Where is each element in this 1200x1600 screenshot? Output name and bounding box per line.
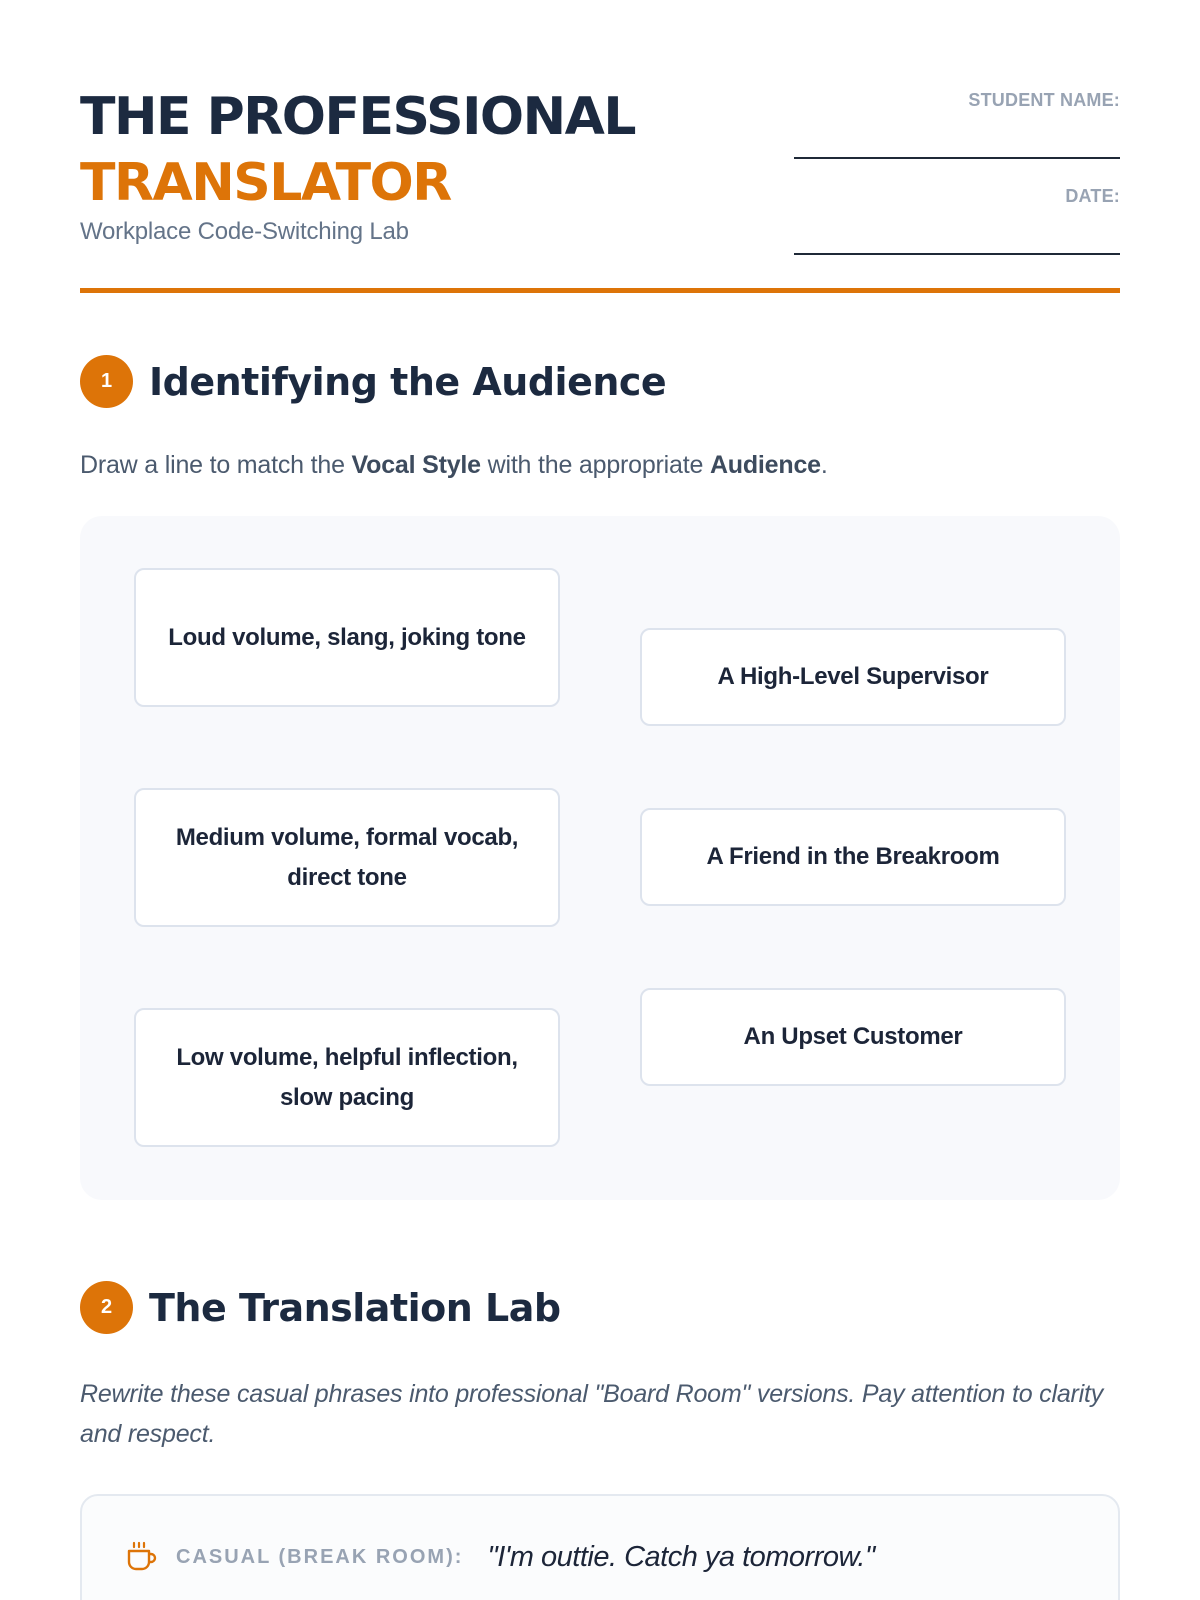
section-2-heading	[80, 1281, 561, 1334]
translation-item	[80, 1494, 1120, 1600]
audience-card[interactable]: An Upset Customer	[640, 988, 1066, 1086]
audience-card[interactable]: A Friend in the Breakroom	[640, 808, 1066, 906]
title-block	[80, 84, 760, 246]
worksheet-header	[80, 84, 1120, 262]
student-info	[794, 84, 1120, 255]
casual-row	[124, 1540, 875, 1574]
date-label: DATE:	[1065, 186, 1120, 206]
subtitle: Workplace Code-Switching Lab	[80, 218, 409, 245]
student-name-label: STUDENT NAME:	[968, 90, 1120, 110]
section-title: The Translation Lab	[149, 1285, 561, 1330]
date-field[interactable]	[794, 227, 1120, 255]
vocal-style-card[interactable]: Loud volume, slang, joking tone	[134, 568, 560, 707]
vocal-style-card[interactable]: Low volume, helpful inflection, slow pacing	[134, 1008, 560, 1147]
section-1-heading	[80, 355, 666, 408]
instruction-text: .	[820, 451, 828, 479]
instruction-emphasis: Vocal Style	[351, 451, 481, 479]
casual-phrase: "I'm outtie. Catch ya tomorrow."	[487, 1540, 875, 1573]
instruction-text: with the appropriate	[480, 451, 710, 479]
section-1-instruction	[80, 451, 828, 480]
casual-label: CASUAL (BREAK ROOM):	[176, 1545, 464, 1568]
instruction-emphasis: Audience	[709, 451, 821, 479]
vocal-style-card[interactable]: Medium volume, formal vocab, direct tone	[134, 788, 560, 927]
header-divider	[80, 288, 1120, 293]
coffee-cup-icon	[124, 1540, 158, 1574]
section-number-badge: 1	[80, 355, 133, 408]
section-number-badge: 2	[80, 1281, 133, 1334]
matching-panel	[80, 516, 1120, 1200]
section-title: Identifying the Audience	[149, 359, 667, 404]
student-name-field[interactable]	[794, 131, 1120, 159]
instruction-text: Draw a line to match the	[80, 451, 352, 479]
title-line-1: THE PROFESSIONAL	[80, 87, 636, 147]
title-line-2: TRANSLATOR	[80, 153, 451, 213]
section-2-instruction: Rewrite these casual phrases into professional "Board Room" versions. Pay attention to clarity and respect.	[80, 1380, 1104, 1448]
audience-card[interactable]: A High-Level Supervisor	[640, 628, 1066, 726]
